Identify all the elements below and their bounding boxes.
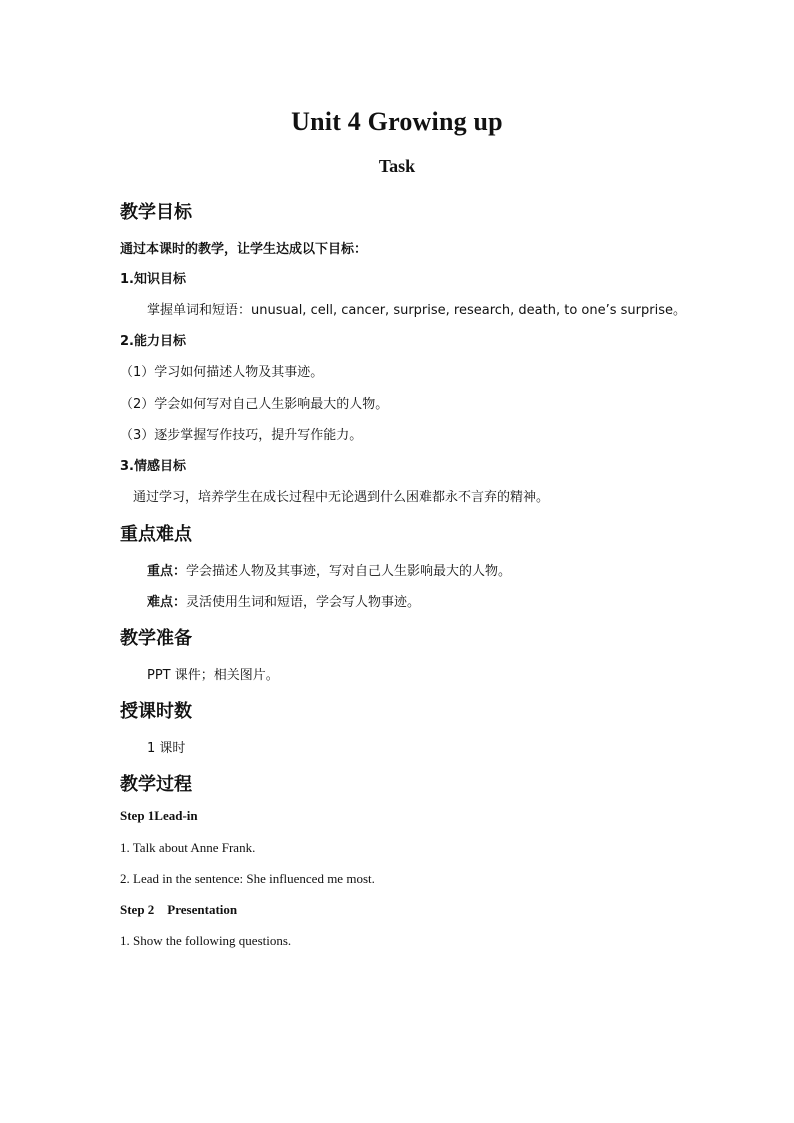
difficult-label: 难点：	[147, 595, 187, 610]
ability-heading: 2.能力目标	[120, 334, 186, 349]
knowledge-text: 掌握单词和短语：unusual, cell, cancer, surprise, research, death, to one’s surprise。	[147, 303, 686, 318]
hours-text: 1 课时	[147, 741, 186, 756]
ability-item: （1）学习如何描述人物及其事迹。	[120, 365, 324, 380]
knowledge-heading: 1.知识目标	[120, 272, 186, 287]
page-title: Unit 4 Growing up	[291, 107, 503, 136]
ability-item: （3）逐步掌握写作技巧，提升写作能力。	[120, 428, 363, 443]
section-heading-preparation: 教学准备	[120, 628, 192, 649]
difficult-text: 灵活使用生词和短语，学会写人物事迹。	[186, 595, 421, 610]
key-point-line	[147, 560, 511, 579]
step1-item: 1. Talk about Anne Frank.	[120, 840, 256, 855]
ability-item: （2）学会如何写对自己人生影响最大的人物。	[120, 397, 389, 412]
emotion-heading: 3.情感目标	[120, 459, 186, 474]
goals-intro: 通过本课时的教学，让学生达成以下目标：	[120, 242, 368, 257]
step2-heading: Step 2 Presentation	[120, 902, 238, 917]
key-text: 学会描述人物及其事迹，写对自己人生影响最大的人物。	[186, 564, 512, 579]
section-heading-goals: 教学目标	[120, 202, 192, 223]
section-heading-process: 教学过程	[120, 774, 192, 795]
preparation-text: PPT 课件；相关图片。	[147, 668, 279, 683]
emotion-text: 通过学习，培养学生在成长过程中无论遇到什么困难都永不言弃的精神。	[133, 490, 550, 505]
page-subtitle: Task	[378, 156, 416, 176]
section-heading-key-points: 重点难点	[120, 524, 192, 545]
difficult-point-line	[147, 591, 420, 610]
key-label: 重点：	[147, 564, 187, 579]
step1-heading: Step 1Lead-in	[120, 808, 198, 823]
step1-item: 2. Lead in the sentence: She influenced me most.	[120, 871, 375, 886]
step2-item: 1. Show the following questions.	[120, 933, 292, 948]
section-heading-hours: 授课时数	[120, 701, 192, 722]
